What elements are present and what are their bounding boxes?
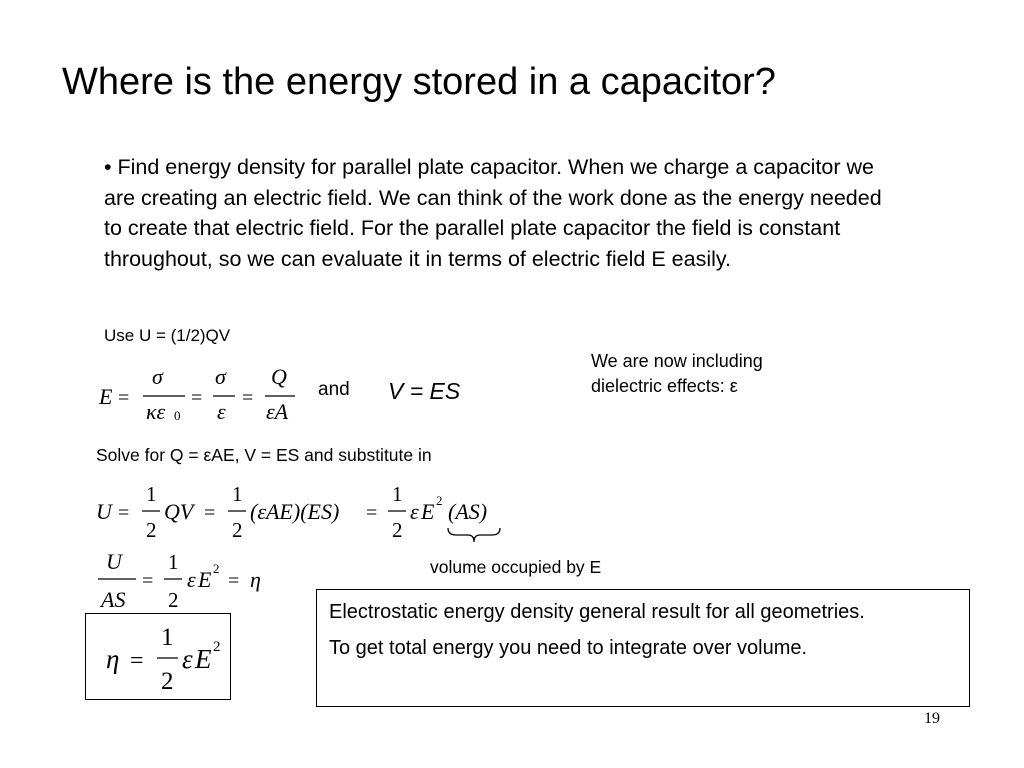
bullet-paragraph: • Find energy density for parallel plate capacitor. When we charge a capacitor we are creating an electric field. We can think of the work done as the energy needed to create that electric field. For the parallel plate capacitor the field is constant throughout, so we can evaluate it in terms of electric field E easily.: [104, 155, 882, 271]
eq-density-squared: 2: [213, 561, 220, 576]
result-line-2: To get total energy you need to integrate over volume.: [329, 637, 808, 659]
eq-energy-QV: QV: [164, 499, 194, 524]
eq-boxed-eta: η: [106, 644, 120, 674]
eq-density-AS: AS: [101, 587, 126, 612]
eta-formula-box: [85, 613, 231, 700]
eq-energy-U: U: [96, 499, 112, 524]
eq-energy-E: E: [421, 499, 435, 524]
eq-energy-eps: ε: [410, 499, 419, 524]
eq-boxed-squared: 2: [213, 639, 221, 655]
page-number: 19: [924, 710, 940, 727]
eq-field-equals-1: =: [118, 387, 130, 409]
eq-field-eps: ε: [217, 399, 226, 424]
eq-density-equals-2: =: [228, 570, 240, 592]
eq-energy-AS: (AS): [448, 499, 488, 524]
eq-energy-one-3: 1: [392, 482, 403, 506]
eq-density-equals-1: =: [142, 570, 154, 592]
eq-field-epsA: εA: [266, 399, 289, 424]
eq-energy-squared: 2: [436, 493, 443, 508]
result-line-1: Electrostatic energy density general result for all geometries.: [329, 601, 865, 623]
eq-boxed-two: 2: [161, 668, 174, 695]
eq-energy-epsAE-ES: (εAE)(ES): [250, 499, 340, 524]
eq-energy-equals-2: =: [204, 502, 216, 524]
eq-field-sigma-2: σ: [215, 364, 226, 389]
eq-field-equals-2: =: [191, 387, 203, 409]
dielectric-note: We are now including dielectric effects: ε: [591, 351, 763, 396]
eq-energy-one-1: 1: [146, 482, 157, 506]
volume-label: volume occupied by E: [430, 557, 602, 577]
eq-density-one: 1: [168, 550, 179, 574]
eq-field-kappa-eps: κε: [146, 399, 166, 424]
eq-boxed-E: E: [195, 644, 212, 674]
eq-energy-equals-3: =: [366, 502, 378, 524]
v-equation: V = ES: [388, 378, 461, 404]
boxed-eta-equation: [86, 614, 229, 698]
eq-field-subscript-zero: 0: [174, 408, 181, 423]
eq-energy-two-1: 2: [146, 518, 157, 542]
eq-field-sigma-1: σ: [152, 364, 163, 389]
slide-title: Where is the energy stored in a capacitor?: [62, 61, 776, 103]
eq-field-Q: Q: [271, 364, 287, 389]
eq-density-two: 2: [168, 588, 179, 612]
density-equation: [92, 546, 292, 616]
result-box: [316, 589, 970, 707]
eq-field-equals-3: =: [242, 387, 254, 409]
eq-energy-two-3: 2: [392, 518, 403, 542]
eq-boxed-equals: =: [130, 648, 144, 674]
eq-density-eps: ε: [187, 567, 196, 592]
eq-energy-one-2: 1: [232, 482, 243, 506]
field-equation: [95, 362, 310, 432]
eq-density-U: U: [106, 549, 122, 574]
use-formula-text: Use U = (1/2)QV: [104, 326, 231, 345]
eq-density-eta: η: [250, 567, 261, 592]
eq-density-E: E: [198, 567, 212, 592]
eq-field-E: E: [99, 384, 113, 409]
eq-boxed-one: 1: [161, 624, 174, 651]
eq-boxed-eps: ε: [182, 644, 193, 674]
and-text: and: [318, 379, 350, 400]
underbrace-icon: [446, 526, 502, 546]
eq-energy-two-2: 2: [232, 518, 243, 542]
eq-energy-equals-1: =: [118, 502, 130, 524]
solve-text: Solve for Q = εAE, V = ES and substitute in: [96, 445, 432, 465]
